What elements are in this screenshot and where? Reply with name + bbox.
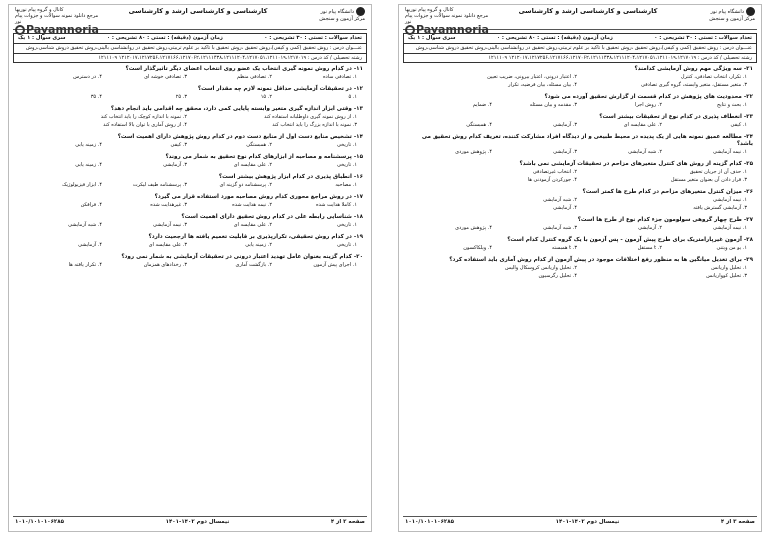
- course-codes: [404, 54, 756, 63]
- answer-option: ۱. اجرای پیش آزمون: [313, 262, 357, 268]
- answer-option: ۴. جورکردن آزمودنی ها: [527, 177, 577, 183]
- answer-option: ۲. تحلیل واریانس کروسکال والیس: [505, 265, 577, 271]
- exam-time: زمان آزمون (دقیقه) : تستی : ۸۰ تشریحی : ۰: [106, 35, 223, 41]
- answer-option: ۴. شبه آزمایشی: [68, 222, 102, 228]
- exam-page-right: [398, 4, 762, 532]
- answer-options: [407, 73, 753, 89]
- answer-option: ۴. بیان مسئله، بیان فرضیه، تکرار: [508, 82, 577, 88]
- footer-code: ۱۰۱۰/۱۰۱۰۱۰۶۲۸۵: [405, 519, 455, 525]
- question-text: ۱۴- تشخیص منابع دست اول از منابع دست دوم در کدام روش پژوهش دارای اهمیت است؟: [117, 134, 363, 140]
- answer-option: ۴. تحلیل رگرسیون: [538, 273, 577, 279]
- question-list: [17, 66, 363, 269]
- answer-option: ۴. همبستگی: [466, 122, 492, 128]
- brand-logo: [405, 25, 495, 35]
- answer-options: [17, 201, 363, 209]
- answer-option: ۳. آزمایشی گسترش یافته: [693, 205, 747, 211]
- question-text: ۲۴- مطالعه عمیق نمونه هایی از یک پدیده در محیط طبیعی و از دیدگاه افراد مشارکت کننده، تعریف کدام روش تحقیق می باشد؟: [421, 134, 753, 147]
- answer-option: ۳. نمونه با اندازه بزرگ را باید انتخاب کند: [272, 122, 357, 128]
- answer-option: ۱. نیمه آزمایشی: [713, 225, 747, 231]
- question-item: [407, 114, 753, 129]
- question-text: ۱۵- پرسشنامه و مصاحبه از ابزارهای کدام نوع تحقیق به شمار می روند؟: [165, 154, 363, 160]
- answer-option: ۴. تکرار یافته ها: [68, 262, 102, 268]
- question-text: ۲۲- محدودیت های پژوهش در کدام قسمت از گزارش تحقیق آورده می شود؟: [544, 94, 753, 100]
- answer-option: ۲. زمینه یابی: [245, 242, 272, 248]
- answer-options: [17, 241, 363, 249]
- answer-option: ۲. آزمایشی: [638, 225, 662, 231]
- course-title: عنـــوان درس : روش تحقیق (کمی و کیفی)،روش تحقیق ،روش تحقیق با تاکید بر علوم تربیتی،روش تحقیق در روانشناسی بالینی،روش تحقیق دروش شناسی،روش: [404, 44, 756, 54]
- answer-option: ۲. شبه آزمایشی: [543, 197, 577, 203]
- question-text: ۲۰- کدام گزینه بعنوان عامل تهدید اعتبار درونی در تحقیقات آزمایشی به شمار نمی رود؟: [121, 254, 363, 260]
- question-text: ۲۳- انعطاف پذیری در کدام نوع از تحقیقات بیشتر است؟: [599, 114, 753, 120]
- question-item: [407, 134, 753, 156]
- answer-option: ۱. ۵: [348, 94, 357, 100]
- answer-option: ۱. تاریخی: [337, 142, 357, 148]
- answer-option: ۴. در دسترس: [73, 74, 102, 80]
- question-text: ۱۱- در کدام روش نمونه گیری انتخاب یک عضو روی انتخاب اعضای دیگر تاثیرگذار است؟: [125, 66, 363, 72]
- question-item: [407, 161, 753, 184]
- answer-options: [17, 113, 363, 129]
- question-text: ۲۸- آزمون غیرپارامتریک برای طرح پیش آزمون - پس آزمون با یک گروه کنترل کدام است؟: [507, 237, 753, 243]
- answer-option: ۱. تکرار، انتخاب تصادفی، کنترل: [680, 74, 747, 80]
- course-codes: [14, 54, 366, 63]
- answer-options: [17, 141, 363, 149]
- course-code-tail: ۱۲۱۱۱۰۹: [488, 54, 508, 61]
- answer-option: ۱. تاریخی: [337, 222, 357, 228]
- brand-name: Payamnoria: [26, 23, 99, 36]
- footer-page-number: صفحه ۲ از ۴: [330, 519, 365, 525]
- question-text: ۲۹- برای تعدیل میانگین ها به منظور رفع اختلافات موجود در پیش آزمون از کدام روش آماری باید استفاده کرد؟: [449, 257, 753, 263]
- center-name: مرکز آزمون و سنجش: [709, 16, 755, 22]
- question-text: ۱۹- در کدام روش تحقیقی، تکرارپذیری بر قابلیت تعمیم یافته ها ارجحیت دارد؟: [148, 234, 363, 240]
- footer-page-number: صفحه ۳ از ۴: [720, 519, 755, 525]
- university-logo: [293, 7, 365, 27]
- question-item: [17, 234, 363, 249]
- center-name: مرکز آزمون و سنجش: [319, 16, 365, 22]
- course-code-list: رشته تحصیلی / کد درس : ۱۲۱۲۰۱۷،۱۲۱۷۲۵۶،۱۲۱۷۱۶۶،۱۲۱۷۰۶۲،۱۲۱۱۱۴۳۸،۱۲۱۱۱۲۰۴،۱۲۱۷۰۵۱،۱۲۱۱۰۱۹،۱۲۱۷۰۱۹: [118, 54, 362, 61]
- question-text: ۱۶- انطباق پذیری در کدام ابزار پژوهش بیشتر است؟: [218, 174, 363, 180]
- answer-option: ۲. تصادفی منظم: [236, 74, 272, 80]
- answer-option: ۱. کاملا هدایت شده: [316, 202, 357, 208]
- answer-options: [17, 221, 363, 229]
- answer-option: ۴. آزمایشی: [78, 242, 102, 248]
- question-text: ۲۱- سه ویژگی مهم روش آزمایشی کدامند؟: [634, 66, 753, 72]
- answer-option: ۱. نیمه آزمایشی: [713, 149, 747, 155]
- answer-options: [17, 161, 363, 169]
- question-item: [407, 189, 753, 212]
- answer-option: ۴. پژوهش موردی: [455, 225, 492, 231]
- question-item: [17, 174, 363, 189]
- question-count: تعداد سوالات : تستی : ۳۰ تشریحی : ۰: [654, 35, 752, 41]
- question-item: [17, 86, 363, 101]
- answer-option: ۴. ابزار فیزیولوژیک: [62, 182, 102, 188]
- answer-option: ۳. تصادفی خوشه ای: [144, 74, 187, 80]
- answer-option: ۳. قرار دادن آن بعنوان متغیر مستقل: [670, 177, 747, 183]
- answer-option: ۱. از روش نمونه گیری داوطلبانه استفاده کند: [264, 114, 357, 120]
- answer-option: ۴. زمینه یابی: [75, 162, 102, 168]
- question-text: ۲۶- میزان کنترل متغیرهای مزاحم در کدام طرح ها کمتر است؟: [582, 189, 753, 195]
- answer-option: ۲. علی مقایسه ای: [233, 222, 272, 228]
- answer-option: ۴. فرافکن: [80, 202, 102, 208]
- answer-option: ۳. مقدمه و بیان مسئله: [529, 102, 577, 108]
- answer-options: [17, 261, 363, 269]
- question-text: ۱۷- در روش مراجع محوری کدام روش مصاحبه مورد استفاده قرار می گیرد؟: [154, 194, 363, 200]
- answer-option: ۱. تاریخی: [337, 162, 357, 168]
- answer-options: [407, 264, 753, 280]
- question-item: [407, 237, 753, 252]
- answer-options: [407, 196, 753, 212]
- answer-options: [17, 181, 363, 189]
- question-text: ۱۳- وقتی ابزار اندازه گیری متغیر وابسته پایایی کمی دارد، محقق چه اقدامی باید انجام دهد؟: [110, 106, 363, 112]
- answer-option: ۲. انتخاب غیرتصادفی: [532, 169, 577, 175]
- answer-option: ۳. کیفی: [170, 142, 187, 148]
- answer-option: ۱. یو من ویتنی: [716, 245, 747, 251]
- exam-page-left: [8, 4, 372, 532]
- answer-options: [407, 101, 753, 109]
- answer-option: ۳. شبه آزمایشی: [543, 225, 577, 231]
- answer-options: [407, 121, 753, 129]
- answer-option: ۲. همبستگی: [246, 142, 272, 148]
- page-footer: [13, 516, 367, 527]
- answer-options: [17, 73, 363, 81]
- channel-caption: کانال و گروه پیام نوریها: [405, 7, 454, 13]
- question-item: [407, 257, 753, 280]
- answer-option: ۱. کیفی: [730, 122, 747, 128]
- answer-option: ۲. شبه آزمایشی: [628, 149, 662, 155]
- answer-option: ۴. ۳۵: [90, 94, 102, 100]
- answer-option: ۱. بحث و نتایج: [716, 102, 747, 108]
- question-item: [17, 214, 363, 229]
- header-title-text: کارشناسی و کارشناسی ارشد و کارشناسی: [518, 7, 658, 15]
- answer-option: ۲. علی مقایسه ای: [623, 122, 662, 128]
- answer-option: ۱. نیمه آزمایشی: [713, 197, 747, 203]
- university-seal-icon: [746, 7, 755, 16]
- question-item: [407, 66, 753, 89]
- question-text: ۲۷- طرح چهار گروهی سولومون جزء کدام نوع از طرح ها است؟: [577, 217, 753, 223]
- answer-option: ۱. حذف آن از جریان تحقیق: [689, 169, 747, 175]
- answer-option: ۳. آزمایشی: [163, 162, 187, 168]
- answer-option: ۲. اعتبار درونی، اعتبار بیرونی، ضریب تعیین: [487, 74, 577, 80]
- university-seal-icon: [356, 7, 365, 16]
- course-title: عنـــوان درس : روش تحقیق (کمی و کیفی)،روش تحقیق ،روش تحقیق با تاکید بر علوم تربیتی،روش تحقیق در روانشناسی بالینی،روش تحقیق دروش شناسی،روش: [14, 44, 366, 54]
- tagline: مرجع دانلود نمونه سوالات و جزوات پیام نور: [405, 13, 489, 25]
- answer-option: ۳. علی مقایسه ای: [148, 242, 187, 248]
- question-series: سری سوال : ۱ یک: [408, 35, 456, 41]
- answer-options: [407, 168, 753, 184]
- answer-option: ۳. ۲۵: [175, 94, 187, 100]
- university-name: دانشگاه پیام نور: [710, 9, 744, 15]
- answer-option: ۳. پرسشنامه طیف لیکرت: [132, 182, 187, 188]
- answer-option: ۴. آزمایشی: [553, 205, 577, 211]
- answer-options: [17, 93, 363, 101]
- answer-option: ۳. نیمه آزمایشی: [153, 222, 187, 228]
- university-name: دانشگاه پیام نور: [320, 9, 354, 15]
- answer-option: ۳. آزمایشی: [553, 149, 577, 155]
- brand-name: Payamnoria: [416, 23, 489, 36]
- answer-option: ۳. آزمایشی: [553, 122, 577, 128]
- answer-option: ۳. غیرهدایت شده: [150, 202, 187, 208]
- brand-ring-icon: [405, 25, 415, 35]
- question-text: ۱۲- در تحقیقات آزمایشی حداقل نمونه لازم چه مقدار است؟: [197, 86, 363, 92]
- channel-caption: کانال و گروه پیام نوریها: [15, 7, 64, 13]
- question-item: [17, 154, 363, 169]
- footer-code: ۱۰۱۰/۱۰۱۰۱۰۶۲۸۵: [15, 519, 65, 525]
- answer-option: ۴. پژوهش موردی: [455, 149, 492, 155]
- question-series: سری سوال : ۱ یک: [18, 35, 66, 41]
- footer-semester: نیمسال دوم ۱۴۰۲-۱۴۰۱: [165, 519, 230, 525]
- question-list: [407, 66, 753, 280]
- footer-semester: نیمسال دوم ۱۴۰۲-۱۴۰۱: [555, 519, 620, 525]
- exam-meta: [403, 33, 757, 63]
- answer-option: ۴. ضمایم: [472, 102, 492, 108]
- question-item: [407, 94, 753, 109]
- answer-option: ۳. t همبسته: [551, 245, 577, 251]
- question-text: ۲۵- کدام گزینه از روش های کنترل متغیرهای مزاحم در تحقیقات آزمایشی نمی باشد؟: [519, 161, 753, 167]
- answer-option: ۱. تاریخی: [337, 242, 357, 248]
- answer-options: [407, 224, 753, 232]
- answer-options: [407, 148, 753, 156]
- question-item: [17, 134, 363, 149]
- answer-option: ۲. نمونه با اندازه کوچک را باید انتخاب کند: [100, 114, 187, 120]
- question-text: ۱۸- شناسایی رابطه علی در کدام روش تحقیق دارای اهمیت است؟: [181, 214, 363, 220]
- answer-option: ۲. نیمه هدایت شده: [232, 202, 272, 208]
- answer-options: [407, 244, 753, 252]
- header-title: [499, 7, 677, 15]
- page-header: [13, 5, 367, 36]
- question-item: [17, 106, 363, 129]
- brand-ring-icon: [15, 25, 25, 35]
- course-code-tail: ۱۲۱۱۱۰۹: [98, 54, 118, 61]
- answer-option: ۱. تحلیل واریانس: [711, 265, 747, 271]
- page-footer: [403, 516, 757, 527]
- question-count: تعداد سوالات : تستی : ۳۰ تشریحی : ۰: [264, 35, 362, 41]
- exam-time: زمان آزمون (دقیقه) : تستی : ۸۰ تشریحی : ۰: [496, 35, 613, 41]
- page-header: [403, 5, 757, 36]
- answer-option: ۲. t مستقل: [637, 245, 662, 251]
- course-code-list: رشته تحصیلی / کد درس : ۱۲۱۲۰۱۷،۱۲۱۷۲۵۶،۱۲۱۷۱۶۶،۱۲۱۷۰۶۲،۱۲۱۱۱۴۳۸،۱۲۱۱۱۲۰۴،۱۲۱۷۰۵۱،۱۲۱۱۰۱۹،۱۲۱۷۰۱۹: [508, 54, 752, 61]
- answer-option: ۲. ۱۵: [260, 94, 272, 100]
- answer-option: ۲. علی مقایسه ای: [233, 162, 272, 168]
- answer-option: ۳. رخدادهای همزمان: [143, 262, 187, 268]
- answer-option: ۴. ویلکاکسون: [463, 245, 492, 251]
- answer-option: ۱. تصادفی ساده: [322, 74, 357, 80]
- university-logo: [683, 7, 755, 27]
- question-item: [17, 194, 363, 209]
- question-item: [17, 66, 363, 81]
- answer-option: ۲. بازگشت آماری: [235, 262, 272, 268]
- answer-option: ۲. روش اجرا: [634, 102, 662, 108]
- tagline: مرجع دانلود نمونه سوالات و جزوات پیام نور: [15, 13, 99, 25]
- brand-block: [405, 7, 495, 35]
- answer-option: ۴. زمینه یابی: [75, 142, 102, 148]
- answer-option: ۳. تحلیل کوواریانس: [706, 273, 747, 279]
- brand-block: [15, 7, 105, 35]
- question-item: [17, 254, 363, 269]
- exam-meta: [13, 33, 367, 63]
- header-title-text: کارشناسی و کارشناسی ارشد و کارشناسی: [128, 7, 268, 15]
- question-item: [407, 217, 753, 232]
- answer-option: ۳. متغیر مستقل، متغیر وابسته، گروه گیری تصادفی: [641, 82, 747, 88]
- brand-logo: [15, 25, 105, 35]
- answer-option: ۴. از روش آماری با توان بالا استفاده کند: [103, 122, 187, 128]
- answer-option: ۲. پرسشنامه دو گزینه ای: [219, 182, 272, 188]
- answer-option: ۱. مصاحبه: [335, 182, 357, 188]
- header-title: [109, 7, 287, 15]
